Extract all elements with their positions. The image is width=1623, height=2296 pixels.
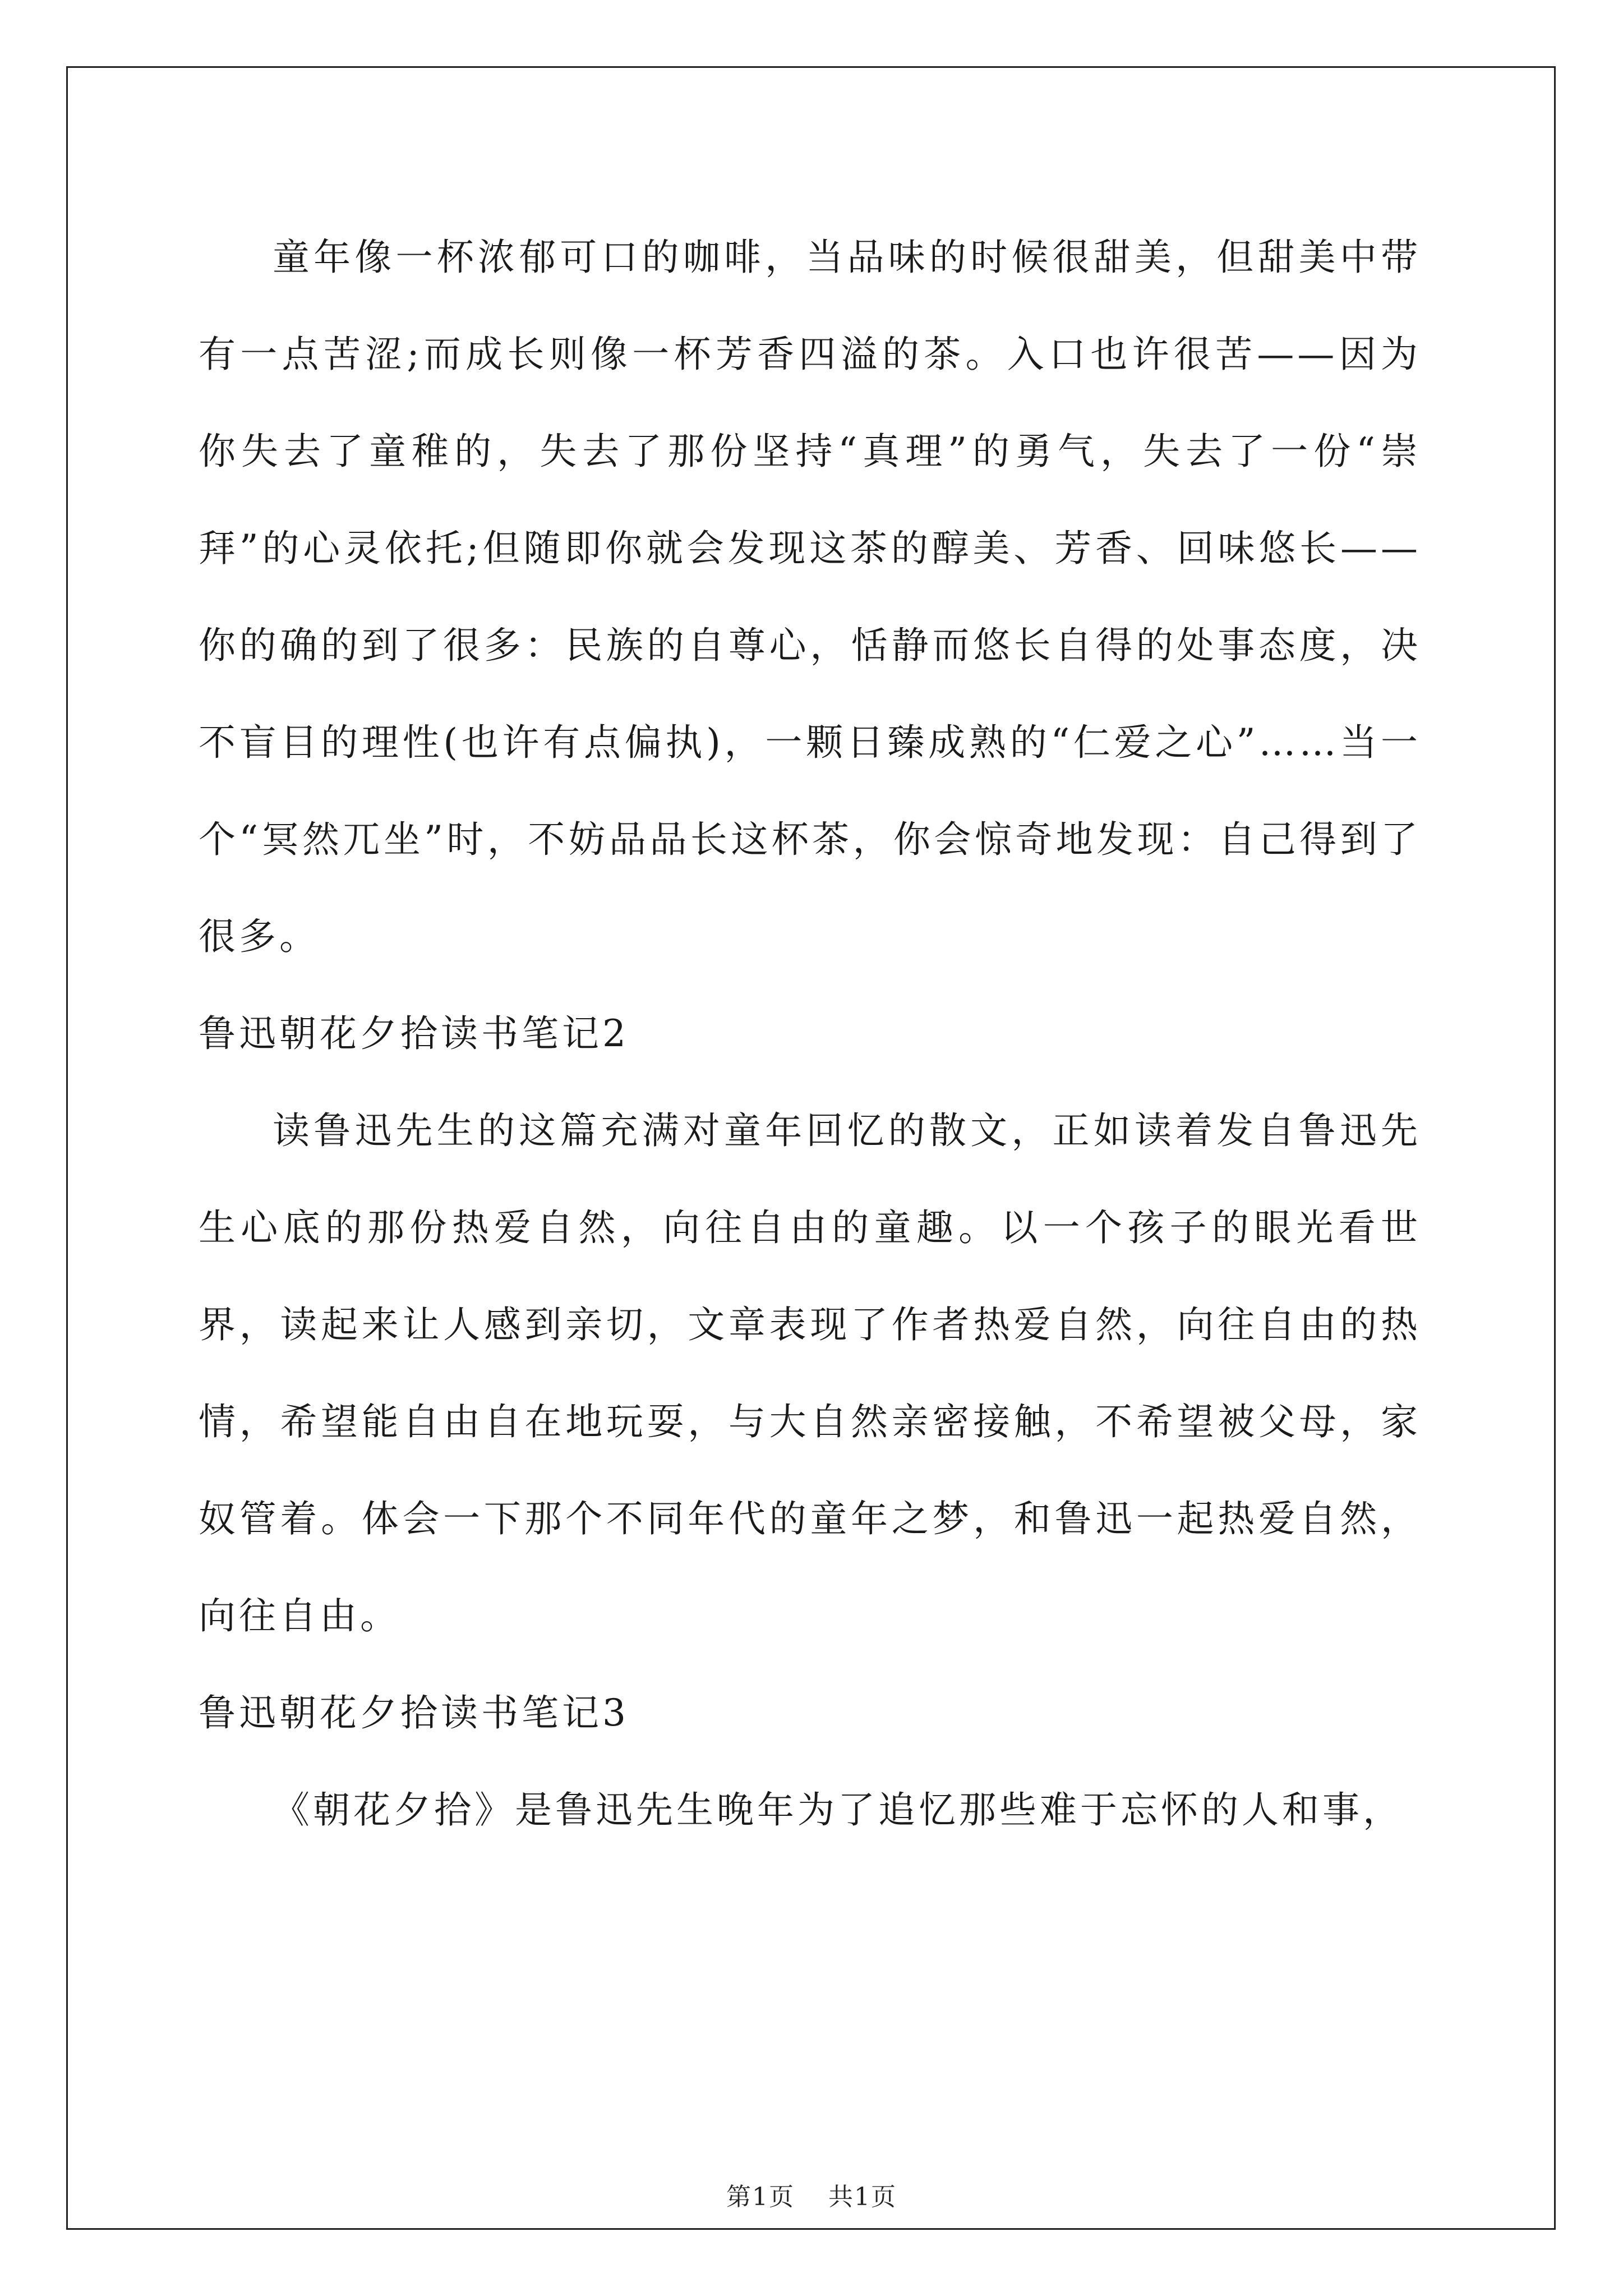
page-number-total: 共1页	[828, 2183, 897, 2211]
page-number-current: 第1页	[726, 2183, 795, 2211]
paragraph-1: 童年像一杯浓郁可口的咖啡，当品味的时候很甜美，但甜美中带有一点苦涩;而成长则像一杯芳香四溢的茶。入口也许很苦——因为你失去了童稚的，失去了那份坚持“真理”的勇气，失去了一份“崇拜”的心灵依托;但随即你就会发现这茶的醇美、芳香、回味悠长——你的确的到了很多：民族的自尊心，恬静而悠长自得的处事态度，决不盲目的理性(也许有点偏执)，一颗日臻成熟的“仁爱之心”……当一个“冥然兀坐”时，不妨品品长这杯茶，你会惊奇地发现：自己得到了很多。	[199, 236, 1421, 958]
document-body	[199, 209, 1421, 1858]
paragraph-2: 读鲁迅先生的这篇充满对童年回忆的散文，正如读着发自鲁迅先生心底的那份热爱自然，向往自由的童趣。以一个孩子的眼光看世界，读起来让人感到亲切，文章表现了作者热爱自然，向往自由的热情，希望能自由自在地玩耍，与大自然亲密接触，不希望被父母，家奴管着。体会一下那个不同年代的童年之梦，和鲁迅一起热爱自然，向往自由。	[199, 1109, 1421, 1637]
section-heading-2: 鲁迅朝花夕拾读书笔记2	[199, 1012, 629, 1055]
paragraph-3: 《朝花夕拾》是鲁迅先生晚年为了追忆那些难于忘怀的人和事，	[273, 1788, 1403, 1832]
page-footer	[0, 2177, 1623, 2212]
section-heading-3: 鲁迅朝花夕拾读书笔记3	[199, 1691, 629, 1734]
